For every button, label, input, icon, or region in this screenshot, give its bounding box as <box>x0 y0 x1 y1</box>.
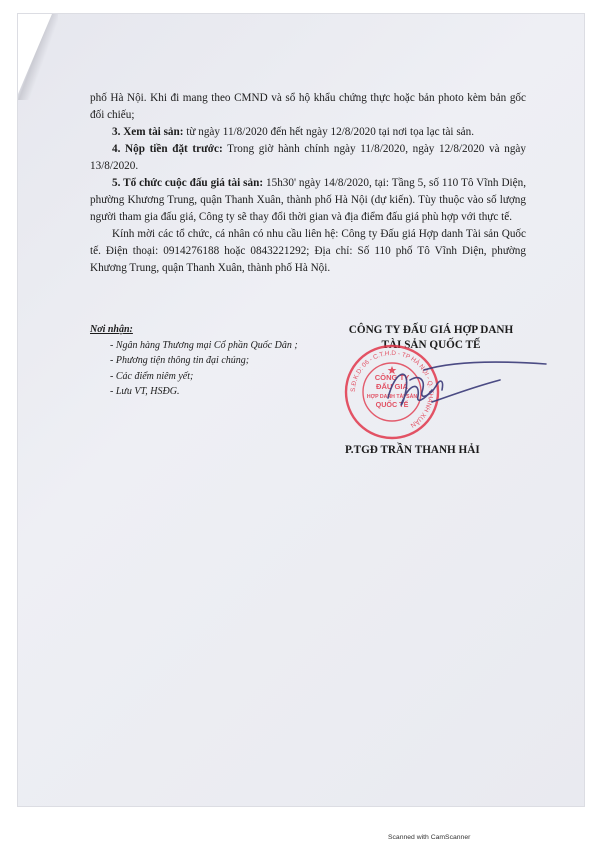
body-paragraph-view-assets <box>90 124 526 141</box>
recipients-heading: Nơi nhận: <box>90 324 133 335</box>
folded-corner <box>18 14 52 94</box>
document-body <box>90 90 526 277</box>
recipient-item: - Phương tiện thông tin đại chúng; <box>110 355 250 366</box>
paragraph-text: Kính mời các tổ chức, cá nhân có nhu cầu liên hệ: Công ty Đấu giá Hợp danh Tài sản Quốc tế. Điện thoại: 0914276188 hoặc 0843221292; Địa chỉ: Số 110 phố Tô Vĩnh Diện, phường Khương Trung, quận Thanh Xuân, thành phố Hà Nội. <box>90 228 526 274</box>
section-heading: 3. Xem tài sản: <box>112 126 184 138</box>
body-paragraph-auction <box>90 175 526 226</box>
company-name-line1: CÔNG TY ĐẤU GIÁ HỢP DANH <box>348 324 514 336</box>
section-heading: 5. Tổ chức cuộc đấu giá tài sản: <box>112 177 264 189</box>
body-paragraph-contact <box>90 226 526 277</box>
recipient-item: - Ngân hàng Thương mại Cổ phần Quốc Dân ; <box>110 339 298 351</box>
seal-center-line: QUỐC TẾ <box>375 400 409 409</box>
body-paragraph-deposit <box>90 141 526 175</box>
seal-ring-text: S.Đ.K.D: 06 - C.T.H.D - TP HÀ NỘI - Q. THANH XUÂN <box>349 349 435 429</box>
paragraph-text: 15h30' ngày 14/8/2020, tại: Tầng 5, số 110 Tô Vĩnh Diện, phường Khương Trung, quận Thanh Xuân, thành phố Hà Nội (dự kiến). Tùy thuộc vào số lượng người tham gia đấu giá, Công ty sẽ thay đổi thời gian và địa điểm đấu giá phù hợp với thực tế. <box>90 177 527 223</box>
paragraph-text: phố Hà Nội. Khi đi mang theo CMND và sổ hộ khẩu chứng thực hoặc bản photo kèm bản gốc đối chiếu; <box>90 92 526 121</box>
recipient-item: - Lưu VT, HSĐG. <box>110 386 180 397</box>
recipients-block <box>90 322 298 400</box>
company-name-line2: TÀI SẢN QUỐC TẾ <box>381 339 481 351</box>
paragraph-text: từ ngày 11/8/2020 đến hết ngày 12/8/2020 tại nơi tọa lạc tài sản. <box>183 126 475 138</box>
seal-center-line: HỢP DANH TÀI SẢN <box>366 394 418 400</box>
scanner-watermark: Scanned with CamScanner <box>388 834 471 841</box>
paragraph-text: Trong giờ hành chính ngày 11/8/2020, ngày 12/8/2020 và ngày 13/8/2020. <box>90 143 526 172</box>
signer-name: P.TGĐ TRẦN THANH HẢI <box>345 444 480 456</box>
seal-center-line: CÔNG TY <box>374 373 410 382</box>
body-paragraph-continuation <box>90 90 526 124</box>
company-seal-and-signature <box>340 340 550 445</box>
seal-stamp <box>346 346 438 438</box>
recipient-item: - Các điểm niêm yết; <box>110 370 194 382</box>
seal-center-line: ĐẤU GIÁ <box>375 382 409 391</box>
section-heading: 4. Nộp tiền đặt trước: <box>112 143 223 155</box>
